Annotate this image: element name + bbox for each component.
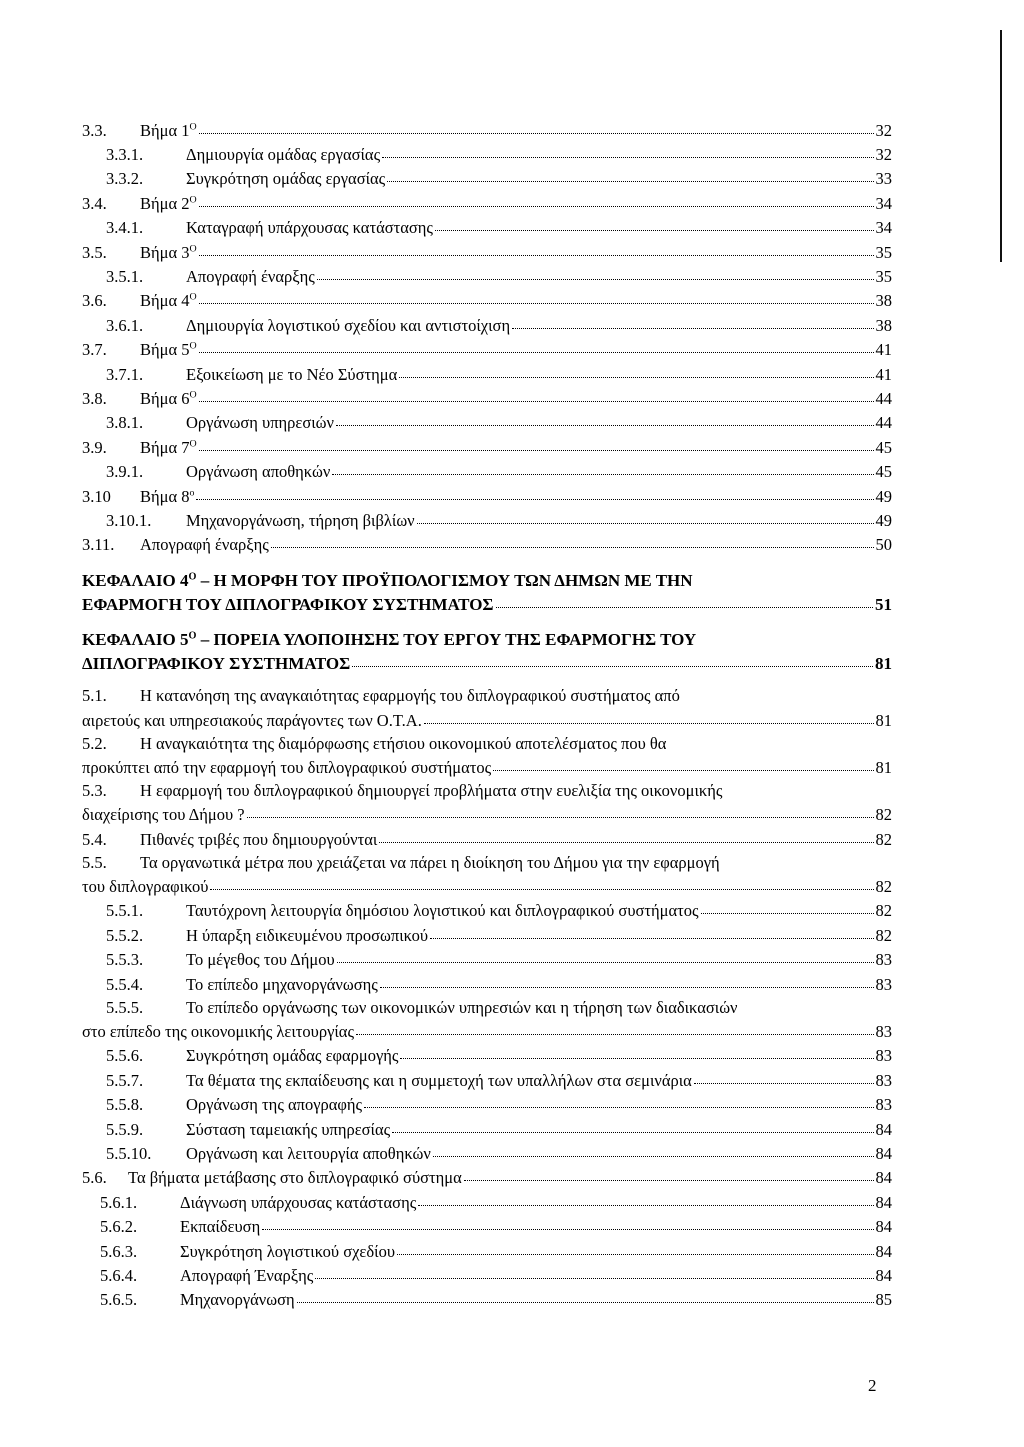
toc-entry[interactable]	[82, 118, 892, 142]
toc-entry[interactable]	[82, 411, 892, 435]
dot-leader	[417, 507, 874, 525]
ordinal-superscript: Ο	[189, 243, 197, 255]
entry-page: 83	[875, 950, 892, 970]
dot-leader	[297, 1286, 874, 1304]
toc-entry[interactable]	[82, 827, 892, 851]
entry-title: Η εφαρμογή του διπλογραφικού δημιουργεί προβλήματα στην ευελιξία της οικονομικής	[140, 780, 723, 800]
entry-number: 3.10.1.	[106, 511, 152, 530]
dot-leader	[493, 754, 873, 772]
entry-page: 44	[875, 388, 892, 408]
entry-page: 41	[875, 340, 892, 360]
entry-title: Καταγραφή υπάρχουσας κατάστασης	[186, 218, 433, 238]
toc-entry[interactable]	[82, 1117, 892, 1141]
entry-page: 84	[875, 1266, 892, 1286]
entry-line2	[82, 708, 892, 732]
entry-page: 49	[875, 511, 892, 530]
entry-number: 3.9.1.	[106, 462, 144, 482]
toc-entry[interactable]	[82, 733, 892, 780]
toc-entry[interactable]	[82, 460, 892, 484]
toc-entry[interactable]	[82, 1068, 892, 1092]
entry-page: 45	[875, 437, 892, 457]
entry-number: 3.6.1.	[106, 315, 144, 335]
toc-entry[interactable]	[82, 685, 892, 732]
entry-number: 3.5.	[82, 242, 107, 262]
entry-page: 83	[875, 1095, 892, 1115]
entry-page: 35	[875, 242, 892, 262]
dot-leader	[317, 262, 874, 280]
entry-page: 49	[875, 486, 892, 506]
toc-entry[interactable]	[82, 386, 892, 410]
entry-number: 5.5.8.	[106, 1095, 144, 1115]
entry-line2	[82, 756, 892, 780]
entry-number: 3.10	[82, 486, 111, 506]
entry-page: 34	[875, 218, 892, 238]
entry-number: 3.11.	[82, 535, 115, 555]
entry-title: Οργάνωση αποθηκών	[186, 462, 331, 482]
entry-title: Το επίπεδο μηχανοργάνωσης	[186, 974, 378, 994]
dot-leader	[382, 140, 873, 158]
entry-number: 3.3.	[82, 120, 107, 140]
entry-line2	[82, 1020, 892, 1044]
entry-number: 3.7.1.	[106, 364, 144, 384]
entry-title: Βήμα $6^O$	[140, 388, 197, 408]
entry-number: 3.4.	[82, 193, 107, 213]
entry-number: 5.3.	[82, 780, 107, 800]
entry-page: 84	[875, 1241, 892, 1261]
entry-page: 35	[875, 266, 892, 286]
dot-leader	[397, 1237, 874, 1255]
dot-leader	[464, 1164, 874, 1182]
entry-title: Η κατανόηση της αναγκαιότητας εφαρμογής του διπλογραφικού συστήματος από	[140, 686, 680, 706]
dot-leader	[435, 214, 874, 232]
dot-leader	[512, 311, 873, 329]
entry-number: 5.6.1.	[100, 1192, 138, 1212]
toc-entry[interactable]	[82, 216, 892, 240]
entry-page: 82	[875, 925, 892, 945]
dot-leader	[400, 1042, 873, 1060]
entry-page: 32	[875, 144, 892, 164]
dot-leader	[356, 1018, 874, 1036]
toc-entry[interactable]	[82, 191, 892, 215]
dot-leader	[199, 116, 874, 134]
dot-leader	[418, 1188, 873, 1206]
toc-entry[interactable]	[82, 362, 892, 386]
dot-leader	[262, 1213, 873, 1231]
dot-leader	[379, 825, 873, 843]
entry-page: 82	[875, 877, 892, 897]
entry-number: 5.5.	[82, 852, 107, 872]
ordinal-superscript: Ο	[189, 389, 197, 401]
entry-title: Μηχανοργάνωση, τήρηση βιβλίων	[186, 511, 415, 530]
entry-number: 5.6.4.	[100, 1266, 138, 1286]
entry-line1	[82, 780, 892, 803]
dot-leader	[199, 238, 874, 256]
entry-title: Μηχανοργάνωση	[180, 1290, 295, 1310]
entry-page: 83	[875, 1022, 892, 1041]
toc-entry[interactable]	[82, 1239, 892, 1263]
dot-leader	[424, 706, 874, 724]
entry-number: 3.8.	[82, 388, 107, 408]
entry-number: 5.5.1.	[106, 901, 144, 921]
entry-title: Δημιουργία λογιστικού σχεδίου και αντιστοίχιση	[186, 315, 511, 335]
entry-page: 44	[875, 413, 892, 433]
entry-page: 34	[875, 193, 892, 213]
dot-leader	[392, 1115, 873, 1133]
entry-page: 84	[875, 1119, 892, 1139]
entry-title: Βήμα $5^O$	[140, 340, 197, 360]
toc-entry[interactable]	[82, 264, 892, 288]
toc-entry[interactable]	[82, 1093, 892, 1117]
entry-number: 3.9.	[82, 437, 107, 457]
entry-line2	[82, 803, 892, 827]
chapter-title-text: ΕΦΑΡΜΟΓΗ ΤΟΥ ΔΙΠΛΟΓΡΑΦΙΚΟΥ ΣΥΣΤΗΜΑΤΟΣ	[82, 595, 494, 615]
entry-title: Βήμα $7^O$	[140, 437, 197, 457]
entry-title: Πιθανές τριβές που δημιουργούνται	[140, 829, 378, 849]
toc-entry[interactable]	[82, 289, 892, 313]
toc-entry[interactable]	[82, 1142, 892, 1166]
entry-title: Σύσταση ταμειακής υπηρεσίας	[186, 1119, 391, 1139]
entry-page: 32	[875, 120, 892, 140]
entry-page: 50	[875, 535, 892, 555]
entry-page: 38	[875, 291, 892, 311]
entry-page: 41	[875, 364, 892, 384]
toc-entry[interactable]	[82, 780, 892, 827]
toc-entry[interactable]	[82, 435, 892, 459]
entry-number: 3.6.	[82, 291, 107, 311]
entry-page: 81	[875, 710, 892, 730]
ordinal-superscript: Ο	[189, 194, 197, 206]
toc-entry[interactable]	[82, 1264, 892, 1288]
entry-number: 5.5.7.	[106, 1070, 144, 1090]
toc-entry[interactable]	[82, 923, 892, 947]
chapter-title-line2	[82, 651, 892, 675]
dot-leader	[196, 482, 873, 500]
entry-page: 45	[875, 462, 892, 482]
entry-title: Διάγνωση υπάρχουσας κατάστασης	[180, 1192, 417, 1212]
entry-title-cont: του διπλογραφικού	[82, 877, 209, 897]
entry-title: Ταυτόχρονη λειτουργία δημόσιου λογιστικού και διπλογραφικού συστήματος	[186, 901, 699, 921]
ordinal-superscript: ο	[189, 487, 195, 499]
entry-title: Βήμα $1^O$	[140, 120, 197, 140]
entry-number: 5.5.4.	[106, 974, 144, 994]
entry-page: 84	[875, 1144, 892, 1164]
toc-entry[interactable]	[82, 1190, 892, 1214]
entry-title: Οργάνωση και λειτουργία αποθηκών	[186, 1144, 431, 1164]
chapter-title-line1: ΚΕΦΑΛΑΙΟ $4^O$ – Η ΜΟΡΦΗ ΤΟΥ ΠΡΟΫΠΟΛΟΓΙΣΜΟΥ ΤΩΝ ΔΗΜΩΝ ΜΕ ΤΗΝ	[82, 571, 693, 591]
toc-entry[interactable]	[82, 338, 892, 362]
entry-title: Συγκρότηση ομάδας εργασίας	[186, 169, 386, 189]
dot-leader	[387, 165, 873, 183]
entry-line1	[82, 733, 892, 756]
entry-number: 5.6.2.	[100, 1217, 138, 1237]
entry-title-cont: στο επίπεδο της οικονομικής λειτουργίας	[82, 1022, 354, 1041]
entry-title-cont: αιρετούς και υπηρεσιακούς παράγοντες των Ο.Τ.Α.	[82, 710, 422, 730]
entry-page: 84	[875, 1217, 892, 1237]
entry-page: 38	[875, 315, 892, 335]
dot-leader	[352, 649, 873, 667]
table-of-contents	[82, 118, 892, 1312]
entry-number: 3.8.1.	[106, 413, 144, 433]
dot-leader	[701, 897, 874, 915]
entry-page: 82	[875, 805, 892, 825]
entry-number: 3.3.1.	[106, 144, 144, 164]
dot-leader	[199, 384, 874, 402]
entry-title: Δημιουργία ομάδας εργασίας	[186, 144, 381, 164]
entry-title: Απογραφή Έναρξης	[180, 1266, 314, 1286]
toc-entry[interactable]	[82, 313, 892, 337]
entry-title: Η ύπαρξη ειδικευμένου προσωπικού	[186, 925, 429, 945]
entry-title: Τα βήματα μετάβασης στο διπλογραφικό σύστημα	[128, 1168, 462, 1188]
ordinal-superscript: Ο	[188, 630, 197, 642]
dot-leader	[199, 189, 874, 207]
entry-page: 33	[875, 169, 892, 189]
entry-page: 84	[875, 1168, 892, 1188]
chapter-4-heading[interactable]	[82, 569, 892, 616]
entry-page: 82	[875, 829, 892, 849]
entry-line1	[82, 852, 892, 875]
entry-title: Εκπαίδευση	[180, 1217, 261, 1237]
entry-title: Τα θέματα της εκπαίδευσης και η συμμετοχή των υπαλλήλων στα σεμινάρια	[186, 1070, 692, 1090]
dot-leader	[337, 946, 874, 964]
entry-title: Οργάνωση υπηρεσιών	[186, 413, 335, 433]
entry-page: 84	[875, 1192, 892, 1212]
entry-page: 85	[875, 1290, 892, 1310]
entry-title: Απογραφή έναρξης	[140, 535, 269, 555]
toc-entry[interactable]	[82, 899, 892, 923]
entry-number: 5.5.5.	[106, 997, 144, 1017]
dot-leader	[210, 873, 873, 891]
toc-entry[interactable]	[82, 142, 892, 166]
dot-leader	[336, 409, 873, 427]
entry-title: Συγκρότηση λογιστικού σχεδίου	[180, 1241, 395, 1261]
dot-leader	[315, 1262, 873, 1280]
entry-number: 5.5.2.	[106, 925, 144, 945]
page-number: 2	[868, 1376, 877, 1395]
entry-number: 5.6.5.	[100, 1290, 138, 1310]
ordinal-superscript: Ο	[188, 571, 197, 583]
entry-number: 3.7.	[82, 340, 107, 360]
chapter-title-line2	[82, 592, 892, 616]
dot-leader	[364, 1091, 873, 1109]
toc-entry[interactable]	[82, 1044, 892, 1068]
toc-entry[interactable]	[82, 997, 892, 1044]
entry-title: Βήμα $8^o$	[140, 486, 195, 506]
toc-entry[interactable]	[82, 484, 892, 508]
entry-number: 5.2.	[82, 733, 107, 753]
toc-entry[interactable]	[82, 509, 892, 533]
entry-title: Το επίπεδο οργάνωσης των οικονομικών υπηρεσιών και η τήρηση των διαδικασιών	[186, 997, 738, 1017]
entry-number: 3.4.1.	[106, 218, 144, 238]
entry-line1	[82, 997, 892, 1020]
entry-page: 83	[875, 1046, 892, 1066]
chapter-page: 81	[875, 654, 892, 674]
dot-leader	[496, 590, 873, 608]
entry-page: 83	[875, 1070, 892, 1090]
dot-leader	[271, 531, 874, 549]
entry-line1	[82, 685, 892, 708]
dot-leader	[380, 970, 874, 988]
entry-number: 5.1.	[82, 686, 107, 706]
entry-page: 81	[875, 758, 892, 778]
dot-leader	[332, 458, 873, 476]
entry-title: Απογραφή έναρξης	[186, 266, 315, 286]
chapter-page: 51	[875, 595, 892, 615]
dot-leader	[433, 1140, 874, 1158]
entry-line2	[82, 875, 892, 899]
entry-number: 5.5.6.	[106, 1046, 144, 1066]
scan-edge-line	[1000, 30, 1002, 262]
toc-entry[interactable]	[82, 1288, 892, 1312]
toc-entry[interactable]	[82, 1215, 892, 1239]
dot-leader	[199, 433, 874, 451]
ordinal-superscript: Ο	[189, 438, 197, 450]
toc-entry[interactable]	[82, 948, 892, 972]
entry-title: Η αναγκαιότητα της διαμόρφωσης ετήσιου οικονομικού αποτελέσματος που θα	[140, 733, 667, 753]
toc-entry[interactable]	[82, 1166, 892, 1190]
dot-leader	[694, 1066, 874, 1084]
entry-title: Βήμα $2^O$	[140, 193, 197, 213]
entry-title: Βήμα $3^O$	[140, 242, 197, 262]
entry-number: 5.5.9.	[106, 1119, 144, 1139]
dot-leader	[199, 336, 874, 354]
entry-title: Οργάνωση της απογραφής	[186, 1095, 363, 1115]
dot-leader	[430, 921, 873, 939]
toc-entry[interactable]	[82, 167, 892, 191]
toc-entry[interactable]	[82, 972, 892, 996]
entry-title-cont: διαχείρισης του Δήμου ?	[82, 805, 245, 825]
entry-number: 5.6.	[82, 1168, 107, 1188]
entry-number: 3.3.2.	[106, 169, 144, 189]
dot-leader	[399, 360, 873, 378]
entry-page: 82	[875, 901, 892, 921]
ordinal-superscript: Ο	[189, 121, 197, 132]
entry-title: Βήμα $4^O$	[140, 291, 197, 311]
chapter-title-text: ΔΙΠΛΟΓΡΑΦΙΚΟΥ ΣΥΣΤΗΜΑΤΟΣ	[82, 654, 351, 674]
toc-entry[interactable]	[82, 533, 892, 557]
entry-number: 5.5.10.	[106, 1144, 152, 1164]
entry-title-cont: προκύπτει από την εφαρμογή του διπλογραφικού συστήματος	[82, 758, 492, 778]
chapter-title-line1: ΚΕΦΑΛΑΙΟ $5^O$ – ΠΟΡΕΙΑ ΥΛΟΠΟΙΗΣΗΣ ΤΟΥ ΕΡΓΟΥ ΤΗΣ ΕΦΑΡΜΟΓΗΣ ΤΟΥ	[82, 630, 697, 650]
entry-number: 3.5.1.	[106, 266, 144, 286]
entry-number: 5.4.	[82, 829, 107, 849]
ordinal-superscript: Ο	[189, 340, 197, 352]
dot-leader	[199, 287, 874, 305]
entry-title: Εξοικείωση με το Νέο Σύστημα	[186, 364, 398, 384]
entry-number: 5.6.3.	[100, 1241, 138, 1261]
entry-title: Συγκρότηση ομάδας εφαρμογής	[186, 1046, 399, 1066]
entry-title: Τα οργανωτικά μέτρα που χρειάζεται να πάρει η διοίκηση του Δήμου για την εφαρμογή	[140, 852, 720, 872]
toc-entry[interactable]	[82, 240, 892, 264]
dot-leader	[247, 801, 874, 819]
chapter-5-heading[interactable]	[82, 628, 892, 675]
ordinal-superscript: Ο	[189, 291, 197, 303]
entry-title: Το μέγεθος του Δήμου	[186, 950, 335, 970]
entry-page: 83	[875, 974, 892, 994]
entry-number: 5.5.3.	[106, 950, 144, 970]
toc-entry[interactable]	[82, 852, 892, 899]
